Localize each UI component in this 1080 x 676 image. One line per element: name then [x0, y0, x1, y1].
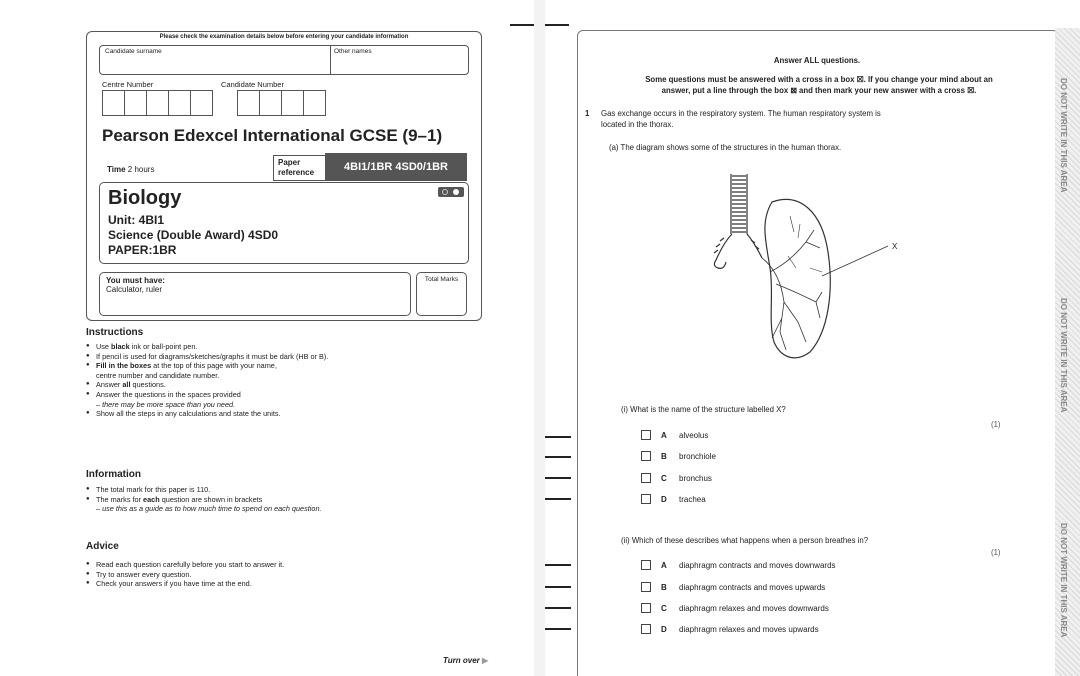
- option-i-d[interactable]: D trachea: [641, 494, 706, 504]
- trachea-rings: [731, 174, 747, 234]
- part-a-text: (a) The diagram shows some of the structures in the human thorax.: [609, 143, 842, 152]
- question-intro-2: located in the thorax.: [601, 120, 674, 129]
- list-item: ● Use black ink or ball-point pen.: [86, 342, 486, 352]
- list-item: ● Answer the questions in the spaces provided: [86, 390, 486, 400]
- list-item: ● The marks for each question are shown in brackets: [86, 495, 486, 505]
- list-item: ● Show all the steps in any calculations and state the units.: [86, 409, 486, 419]
- instructions-list: [86, 342, 486, 419]
- question-intro-1: Gas exchange occurs in the respiratory system. The human respiratory system is: [601, 109, 881, 118]
- option-ii-c[interactable]: C diaphragm relaxes and moves downwards: [641, 603, 829, 613]
- list-item: ● Check your answers if you have time at the end.: [86, 579, 486, 589]
- option-ii-d[interactable]: D diaphragm relaxes and moves upwards: [641, 624, 819, 634]
- centre-number-cells[interactable]: [102, 90, 212, 116]
- list-item: ● Try to answer every question.: [86, 570, 486, 580]
- information-list: [86, 485, 486, 514]
- instructions-heading: Instructions: [86, 327, 144, 338]
- centre-number-label: Centre Number: [102, 80, 154, 89]
- unit-code: Unit: 4BI1: [108, 213, 165, 227]
- candidate-number-cells[interactable]: [237, 90, 325, 116]
- lung-outline: [765, 199, 830, 357]
- list-item: centre number and candidate number.: [96, 370, 220, 380]
- subject-box: [99, 182, 469, 264]
- paper-code: PAPER:1BR: [108, 243, 177, 257]
- option-i-b[interactable]: B bronchiole: [641, 451, 716, 461]
- checkbox[interactable]: [641, 560, 651, 570]
- option-ii-b[interactable]: B diaphragm contracts and moves upwards: [641, 582, 825, 592]
- advice-heading: Advice: [86, 541, 119, 552]
- arrow-right-icon: ▶: [481, 656, 489, 665]
- total-marks-box: Total Marks: [416, 272, 467, 316]
- question-ii: (ii) Which of these describes what happens when a person breathes in?: [621, 536, 869, 545]
- checkbox[interactable]: [641, 582, 651, 592]
- must-have-label: You must have:: [106, 276, 165, 285]
- side-warning: DO NOT WRITE IN THIS AREA: [1059, 523, 1068, 638]
- information-heading: Information: [86, 469, 141, 480]
- advice-list: [86, 560, 486, 589]
- candidate-number-label: Candidate Number: [221, 80, 284, 89]
- side-warning: DO NOT WRITE IN THIS AREA: [1059, 298, 1068, 413]
- cover-page: [0, 0, 534, 676]
- margin-tick: [545, 24, 569, 26]
- question-page: [545, 0, 1080, 676]
- name-box: [99, 45, 469, 75]
- answer-all-heading: Answer ALL questions.: [773, 56, 861, 65]
- margin-tick: [510, 24, 534, 26]
- list-item: ● Answer all questions.: [86, 380, 486, 390]
- thorax-diagram: [710, 172, 930, 382]
- science-award: Science (Double Award) 4SD0: [108, 228, 279, 242]
- subject-title: Biology: [108, 187, 182, 209]
- list-item: ● The total mark for this paper is 110.: [86, 485, 486, 495]
- must-have-items: Calculator, ruler: [106, 285, 163, 294]
- paper-reference-value: 4BI1/1BR 4SD0/1BR: [325, 153, 467, 181]
- cross-instruction-1: Some questions must be answered with a cross in a box ☒. If you change your mind about an: [645, 75, 993, 84]
- label-x: X: [892, 242, 898, 251]
- checkbox[interactable]: [641, 430, 651, 440]
- must-have-box: [99, 272, 411, 316]
- question-i-mark: (1): [991, 420, 1001, 429]
- list-item: ● If pencil is used for diagrams/sketches/graphs it must be dark (HB or B).: [86, 352, 486, 362]
- othernames-label: Other names: [334, 48, 372, 55]
- checkbox[interactable]: [641, 494, 651, 504]
- question-i: (i) What is the name of the structure labelled X?: [621, 405, 786, 414]
- checkbox[interactable]: [641, 473, 651, 483]
- option-ii-a[interactable]: A diaphragm contracts and moves downwards: [641, 560, 836, 570]
- checkbox[interactable]: [641, 451, 651, 461]
- list-item: – there may be more space than you need.: [96, 399, 236, 409]
- checkbox[interactable]: [641, 603, 651, 613]
- do-not-write-strip: [1055, 28, 1080, 676]
- checkbox[interactable]: [641, 624, 651, 634]
- exam-board-title: Pearson Edexcel International GCSE (9–1): [102, 126, 443, 145]
- list-item: ● Read each question carefully before you start to answer it.: [86, 560, 486, 570]
- list-item: ● Fill in the boxes at the top of this page with your name,: [86, 361, 486, 371]
- option-i-c[interactable]: C bronchus: [641, 473, 712, 483]
- paper-reference-label: Paper reference: [273, 155, 325, 181]
- surname-label: Candidate surname: [105, 48, 162, 55]
- question-number: 1: [585, 109, 590, 118]
- question-ii-mark: (1): [991, 548, 1001, 557]
- option-i-a[interactable]: A alveolus: [641, 430, 708, 440]
- paper-indicator-icon: [438, 187, 464, 197]
- time-allowed: Time 2 hours: [107, 165, 155, 174]
- side-warning: DO NOT WRITE IN THIS AREA: [1059, 78, 1068, 193]
- turn-over-label: Turn over ▶: [443, 656, 489, 665]
- cross-instruction-2: answer, put a line through the box ⊠ and then mark your new answer with a cross ☒.: [661, 86, 977, 95]
- cover-note: Please check the examination details below before entering your candidate information: [159, 34, 409, 40]
- candidate-details-box: [86, 31, 482, 321]
- list-item: – use this as a guide as to how much time to spend on each question.: [96, 504, 322, 514]
